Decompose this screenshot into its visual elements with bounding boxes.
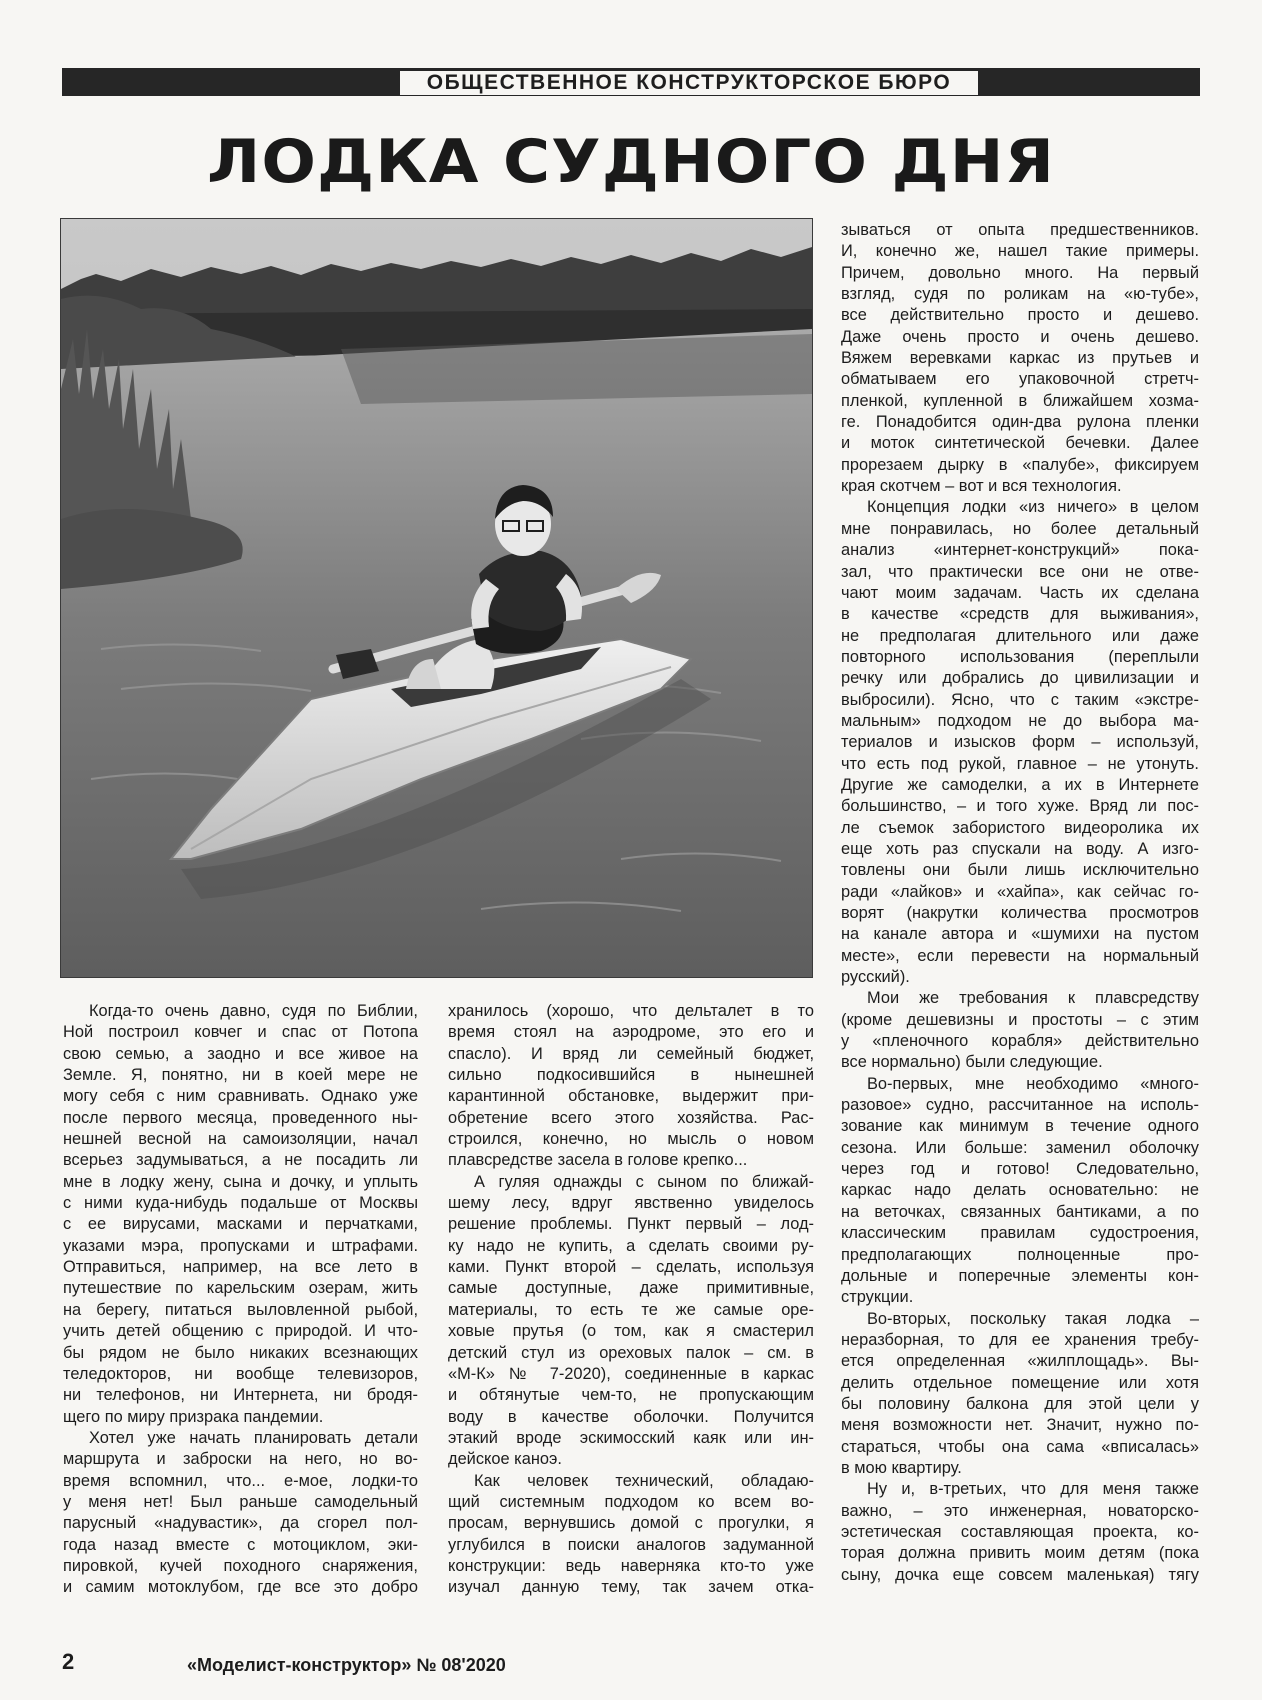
text-line: конструкции: ведь наверняка кто-то уже xyxy=(448,1556,814,1575)
text-line: Мои же требования к плавсредству xyxy=(867,989,1199,1008)
text-line: указами мэра, пропусками и штрафами. xyxy=(63,1236,418,1255)
text-line: важно, – это инженерная, новаторско- xyxy=(841,1501,1199,1520)
text-line: Отправиться, например, на все лето в xyxy=(63,1258,418,1277)
text-line: на канале автора и «шумихи на пустом xyxy=(841,925,1199,944)
text-line: стараться, чтобы она сама «вписалась» xyxy=(841,1437,1199,1456)
column-right xyxy=(841,220,1199,1586)
text-line: теледокторов, ни вообще телевизоров, xyxy=(63,1364,418,1383)
text-line: ку надо не купить, а сделать своими ру- xyxy=(448,1236,814,1255)
text-line: струкции. xyxy=(841,1288,914,1307)
page-number: 2 xyxy=(62,1649,75,1674)
column-left xyxy=(63,1001,418,1599)
text-line: Ну и, в-третьих, что для меня также xyxy=(867,1480,1199,1499)
section-label: ОБЩЕСТВЕННОЕ КОНСТРУКТОРСКОЕ БЮРО xyxy=(400,71,978,95)
text-line: на веточках, связанных бантиками, а по xyxy=(841,1202,1199,1221)
text-line: всерьез задумываться, а не посадить ли xyxy=(63,1151,418,1170)
text-line: в качестве «средств для выживания», xyxy=(841,605,1199,624)
text-line: месте», если перевести на нормальный xyxy=(841,946,1199,965)
text-line: (кроме дешевизны и простоты – с этим xyxy=(841,1010,1199,1029)
text-line: «М-К» № 7-2020), соединенные в каркас xyxy=(448,1364,814,1383)
text-line: с ними куда-нибудь подальше от Москвы xyxy=(63,1194,418,1213)
text-line: Хотел уже начать планировать детали xyxy=(89,1428,418,1447)
text-line: нешней весной на самоизоляции, начал xyxy=(63,1130,418,1149)
text-line: через год и готово! Следовательно, xyxy=(841,1160,1199,1179)
text-line: дейское каноэ. xyxy=(448,1450,562,1469)
text-line: чают моим задачам. Часть их сделана xyxy=(841,583,1199,602)
text-line: пировкой, кучей походного снаряжения, xyxy=(63,1556,418,1575)
text-line: изучал данную тему, так зачем отка- xyxy=(448,1578,814,1597)
column-middle xyxy=(448,1001,814,1599)
text-line: неразборная, то для ее хранения требу- xyxy=(841,1330,1199,1349)
text-line: делить отдельное помещение или хотя xyxy=(841,1373,1199,1392)
article-title: ЛОДКА СУДНОГО ДНЯ xyxy=(206,127,1056,197)
text-line: зываться от опыта предшественников. xyxy=(841,221,1199,239)
text-line: спасло). И вряд ли семейный бюджет, xyxy=(448,1044,814,1063)
text-line: не предполагая длительного или даже xyxy=(841,626,1199,645)
text-line: Как человек технический, обладаю- xyxy=(474,1471,814,1490)
text-line: зование как минимум в течение одного xyxy=(841,1117,1199,1136)
text-line: меня возможности нет. Значит, нужно по- xyxy=(841,1416,1199,1435)
text-line: маршрута и заброски на него, но во- xyxy=(63,1450,418,1469)
text-line: прорезаем дырку в «палубе», фиксируем xyxy=(841,455,1199,474)
text-line: Когда-то очень давно, судя по Библии, xyxy=(89,1002,418,1020)
text-line: И, конечно же, нашел такие примеры. xyxy=(841,242,1199,261)
section-header-bar xyxy=(62,68,1200,96)
text-line: плавсредстве засела в голове крепко... xyxy=(448,1151,748,1170)
text-line: мне в лодку жену, сына и дочку, и уплыть xyxy=(63,1172,418,1191)
text-line: после первого месяца, проведенного ны- xyxy=(63,1108,418,1127)
text-line: обретение всего этого хозяйства. Рас- xyxy=(448,1108,814,1127)
article-photo xyxy=(60,218,813,978)
text-line: у меня нет! Был раньше самодельный xyxy=(63,1492,418,1511)
text-line: ле съемок забористого видеоролика их xyxy=(841,818,1199,837)
text-line: зал, что практически все они не отве- xyxy=(841,562,1199,581)
text-line: классическим правилам судостроения, xyxy=(841,1224,1199,1243)
magazine-name: «Моделист-конструктор» № 08'2020 xyxy=(187,1655,506,1675)
text-line: мне понравилась, но более детальный xyxy=(841,519,1199,538)
text-line: речку или добрались до цивилизации и xyxy=(841,669,1199,688)
text-line: Во-первых, мне необходимо «много- xyxy=(867,1074,1199,1093)
text-line: сильно подкосившийся в нынешней xyxy=(448,1066,814,1085)
text-line: щий системным подходом ко всем во- xyxy=(448,1492,814,1511)
text-line: материалы, то есть те же самые оре- xyxy=(448,1300,814,1319)
text-line: каркас надо делать основательно: не xyxy=(841,1181,1199,1200)
text-line: щего по миру призрака пандемии. xyxy=(63,1407,324,1426)
text-line: разовое» судно, рассчитанное на исполь- xyxy=(841,1096,1199,1115)
text-line: Концепция лодки «из ничего» в целом xyxy=(867,498,1199,517)
text-line: в мою квартиру. xyxy=(841,1458,962,1477)
text-line: строился, конечно, но мысль о новом xyxy=(448,1130,814,1149)
text-line: выбросили). Ясно, что с таким «экстре- xyxy=(841,690,1199,709)
text-line: с ее вирусами, масками и перчатками, xyxy=(63,1215,418,1234)
text-line: Даже очень просто и очень дешево. xyxy=(841,327,1199,346)
text-line: просам, вернувшись домой с прогулки, я xyxy=(448,1514,814,1533)
text-line: хранилось (хорошо, что дельталет в то xyxy=(448,1002,814,1020)
text-line: ни телефонов, ни Интернета, ни бродя- xyxy=(63,1386,418,1405)
text-line: воду в качестве оболочки. Получится xyxy=(448,1407,814,1426)
text-line: товлены они были лишь исключительно xyxy=(841,861,1199,880)
text-line: года назад вместе с мотоциклом, эки- xyxy=(63,1535,418,1554)
text-line: еще хоть раз спускали на воду. А изго- xyxy=(841,839,1199,858)
text-line: ге. Понадобится один-два рулона пленки xyxy=(841,413,1199,432)
text-line: карантинной обстановке, выдержит при- xyxy=(448,1087,814,1106)
text-line: углубился в поиски аналогов задуманной xyxy=(448,1535,814,1554)
text-line: ками. Пункт второй – сделать, используя xyxy=(448,1258,814,1277)
text-line: Во-вторых, поскольку такая лодка – xyxy=(867,1309,1199,1328)
text-line: все действительно просто и дешево. xyxy=(841,306,1199,325)
text-line: и обтянутые чем-то, не пропускающим xyxy=(448,1386,814,1405)
text-line: Другие же самоделки, а их в Интернете xyxy=(841,775,1199,794)
text-line: торая должна привить моим детям (пока xyxy=(841,1544,1199,1563)
text-line: ется определенная «жилплощадь». Вы- xyxy=(841,1352,1199,1371)
text-line: Вяжем веревками каркас из прутьев и xyxy=(841,349,1199,368)
text-line: бы половину балкона для этой цели у xyxy=(841,1394,1199,1413)
text-line: и моток синтетической бечевки. Далее xyxy=(841,434,1199,453)
text-line: большинство, – и того хуже. Вряд ли пос- xyxy=(841,797,1199,816)
text-line: эстетическая составляющая проекта, ко- xyxy=(841,1522,1199,1541)
text-line: обматываем его упаковочной стретч- xyxy=(841,370,1199,389)
text-line: ховые прутья (о том, как я смастерил xyxy=(448,1322,814,1341)
text-line: повторного использования (переплыли xyxy=(841,647,1199,666)
text-line: этакий вроде эскимосский каяк или ин- xyxy=(448,1428,814,1447)
text-line: учить детей общению с природой. И что- xyxy=(63,1322,418,1341)
text-line: детский стул из ореховых палок – см. в xyxy=(448,1343,814,1362)
text-line: все нормально) были следующие. xyxy=(841,1053,1103,1072)
text-line: сыну, дочка еще совсем маленькая) тягу xyxy=(841,1565,1199,1584)
text-line: путешествие по карельским озерам, жить xyxy=(63,1279,418,1298)
text-line: предполагающих полноценные про- xyxy=(841,1245,1199,1264)
text-line: могу себя с ним сравнивать. Однако уже xyxy=(63,1087,418,1106)
text-line: Причем, довольно много. На первый xyxy=(841,263,1199,282)
text-line: время вспомнил, что... е-мое, лодки-то xyxy=(63,1471,418,1490)
text-line: сезона. Или больше: заменил оболочку xyxy=(841,1138,1199,1157)
text-line: свою семью, а заодно и все живое на xyxy=(63,1044,418,1063)
text-line: и самим мотоклубом, где все это добро xyxy=(63,1578,418,1597)
text-line: у «пленочного корабля» действительно xyxy=(841,1032,1199,1051)
text-line: анализ «интернет-конструкций» пока- xyxy=(841,541,1199,560)
text-line: на берегу, питаться выловленной рыбой, xyxy=(63,1300,418,1319)
text-line: мальным» подходом не до выбора ма- xyxy=(841,711,1199,730)
text-line: дольные и поперечные элементы кон- xyxy=(841,1266,1199,1285)
text-line: время стоял на аэродроме, это его и xyxy=(448,1023,814,1042)
text-line: русский). xyxy=(841,968,910,987)
text-line: териалов и изысков форм – используй, xyxy=(841,733,1199,752)
text-line: что есть под рукой, главное – не утонуть. xyxy=(841,754,1199,773)
text-line: края скотчем – вот и вся технология. xyxy=(841,477,1122,496)
text-line: парусный «надувастик», да сгорел пол- xyxy=(63,1514,418,1533)
text-line: бы рядом не было никаких всезнающих xyxy=(63,1343,418,1362)
text-line: самые доступные, даже примитивные, xyxy=(448,1279,814,1298)
text-line: Земле. Я, понятно, ни в коей мере не xyxy=(63,1066,418,1085)
text-line: решение проблемы. Пункт первый – лод- xyxy=(448,1215,814,1234)
text-line: ворят (накрутки количества просмотров xyxy=(841,904,1199,922)
text-line: шему лесу, вдруг явственно увиделось xyxy=(448,1194,814,1213)
text-line: взгляд, судя по роликам на «ю-тубе», xyxy=(841,285,1199,304)
text-line: Ной построил ковчег и спас от Потопа xyxy=(63,1023,418,1042)
text-line: ради «лайков» и «хайпа», как сейчас го- xyxy=(841,882,1199,901)
text-line: А гуляя однажды с сыном по ближай- xyxy=(474,1172,814,1191)
text-line: пленкой, купленной в ближайшем хозма- xyxy=(841,391,1199,410)
